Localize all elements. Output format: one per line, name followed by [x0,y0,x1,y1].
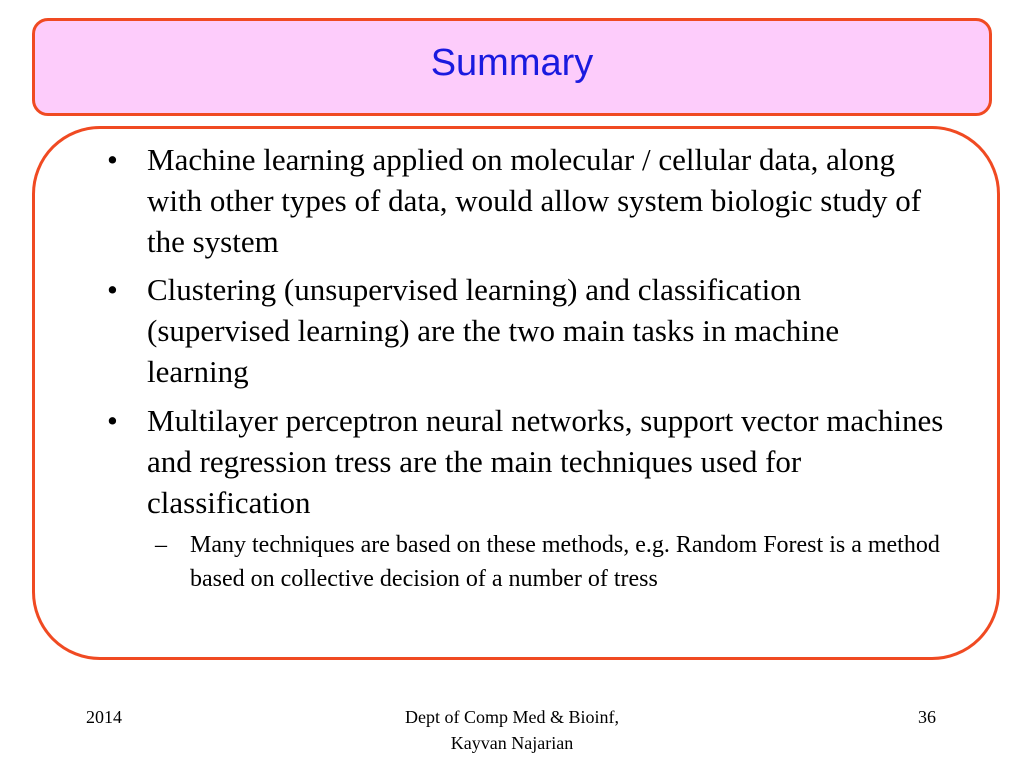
footer-center [362,704,662,756]
bullet-marker: • [107,403,118,438]
sub-bullet-text: Many techniques are based on these methods, e.g. Random Forest is a method based on collective decision of a number of tress [190,532,940,592]
bullet-marker: • [107,272,118,307]
title-banner [32,18,992,116]
footer-page-number: 36 [918,707,936,727]
footer-author: Kayvan Najarian [450,733,574,753]
bullet-text: Clustering (unsupervised learning) and classification (supervised learning) are the two main tasks in machine learning [147,272,840,389]
sub-bullet-marker: – [155,532,167,558]
footer-year: 2014 [86,707,122,727]
footer-department: Dept of Comp Med & Bioinf, [405,707,619,727]
bullet-marker: • [107,142,118,177]
content-panel [32,126,1000,660]
slide-title: Summary [430,41,594,84]
bullet-text: Multilayer perceptron neural networks, support vector machines and regression tress are the main techniques used for classification [147,403,944,520]
bullet-text: Machine learning applied on molecular / cellular data, along with other types of data, would allow system biologic study of the system [147,142,922,259]
